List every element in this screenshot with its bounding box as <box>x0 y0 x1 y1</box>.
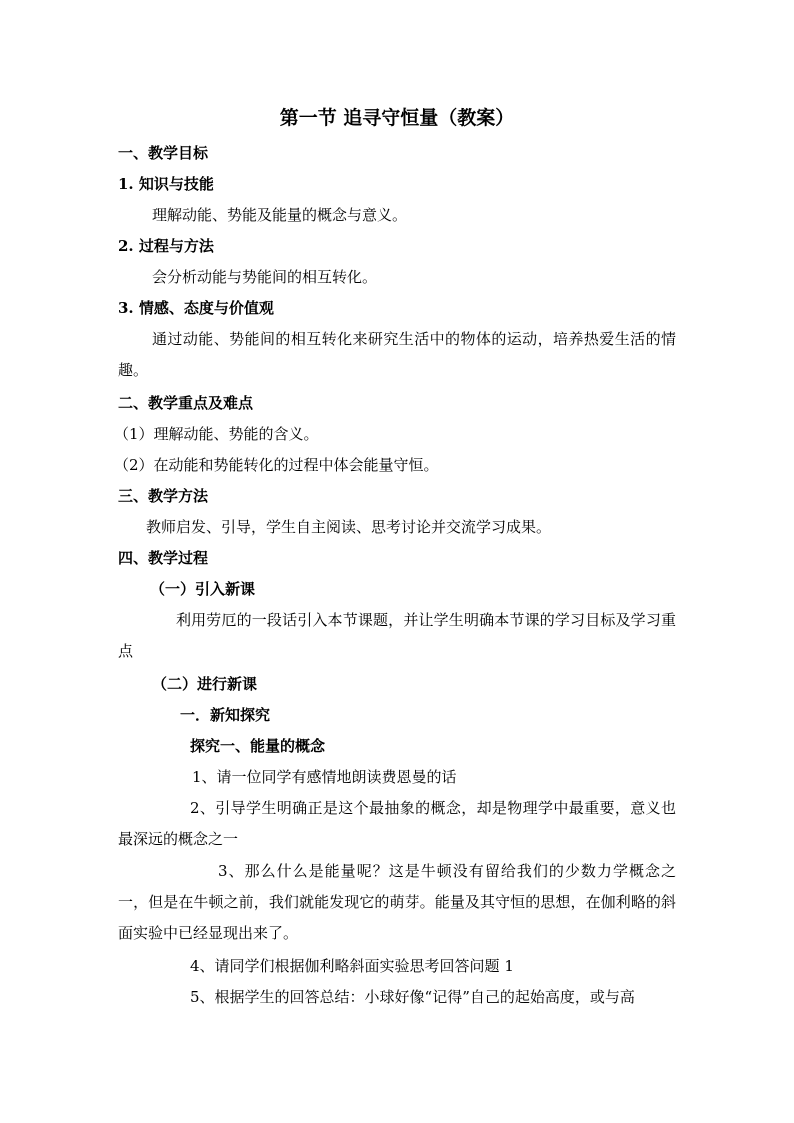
paragraph-attitude-values: 通过动能、势能间的相互转化来研究生活中的物体的运动，培养热爱生活的情趣。 <box>118 330 676 379</box>
step-1: 1、请一位同学有感情地朗读费恩曼的话 <box>192 768 457 786</box>
step-5: 5、根据学生的回答总结：小球好像“记得”自己的起始高度，或与高 <box>190 988 635 1006</box>
section-heading-methods: 三、教学方法 <box>118 487 209 505</box>
paragraph-methods: 教师启发、引导，学生自主阅读、思考讨论并交流学习成果。 <box>146 518 552 536</box>
key-point-item-2: （2）在动能和势能转化的过程中体会能量守恒。 <box>114 456 439 474</box>
step-3: 3、那么什么是能量呢？这是牛顿没有留给我们的少数力学概念之一，但是在牛顿之前，我们就能发现它的萌芽。能量及其守恒的思想，在伽利略的斜面实验中已经显现出来了。 <box>118 862 676 942</box>
paragraph-process-methods: 会分析动能与势能间的相互转化。 <box>152 268 378 286</box>
subheading-process-methods: 2. 过程与方法 <box>118 237 214 255</box>
step-2: 2、引导学生明确正是这个最抽象的概念，却是物理学中最重要，意义也最深远的概念之一 <box>118 799 676 848</box>
explore-heading-energy-concept: 探究一、能量的概念 <box>190 737 326 755</box>
part-heading-introduction: （一）引入新课 <box>150 580 256 598</box>
step-4: 4、请同学们根据伽利略斜面实验思考回答问题 1 <box>190 957 514 975</box>
section-heading-key-points: 二、教学重点及难点 <box>118 394 254 412</box>
subheading-new-knowledge: 一．新知探究 <box>180 706 271 724</box>
paragraph-introduction: 利用劳厄的一段话引入本节课题，并让学生明确本节课的学习目标及学习重点 <box>118 611 676 660</box>
subheading-attitude-values: 3. 情感、态度与价值观 <box>118 299 274 317</box>
part-heading-new-lesson: （二）进行新课 <box>152 675 258 693</box>
paragraph-knowledge-skills: 理解动能、势能及能量的概念与意义。 <box>152 206 408 224</box>
document-title: 第一节 追寻守恒量（教案） <box>279 107 515 129</box>
section-heading-objectives: 一、教学目标 <box>118 144 209 162</box>
section-heading-process: 四、教学过程 <box>118 549 209 567</box>
subheading-knowledge-skills: 1. 知识与技能 <box>118 175 214 193</box>
key-point-item-1: （1）理解动能、势能的含义。 <box>114 425 319 443</box>
